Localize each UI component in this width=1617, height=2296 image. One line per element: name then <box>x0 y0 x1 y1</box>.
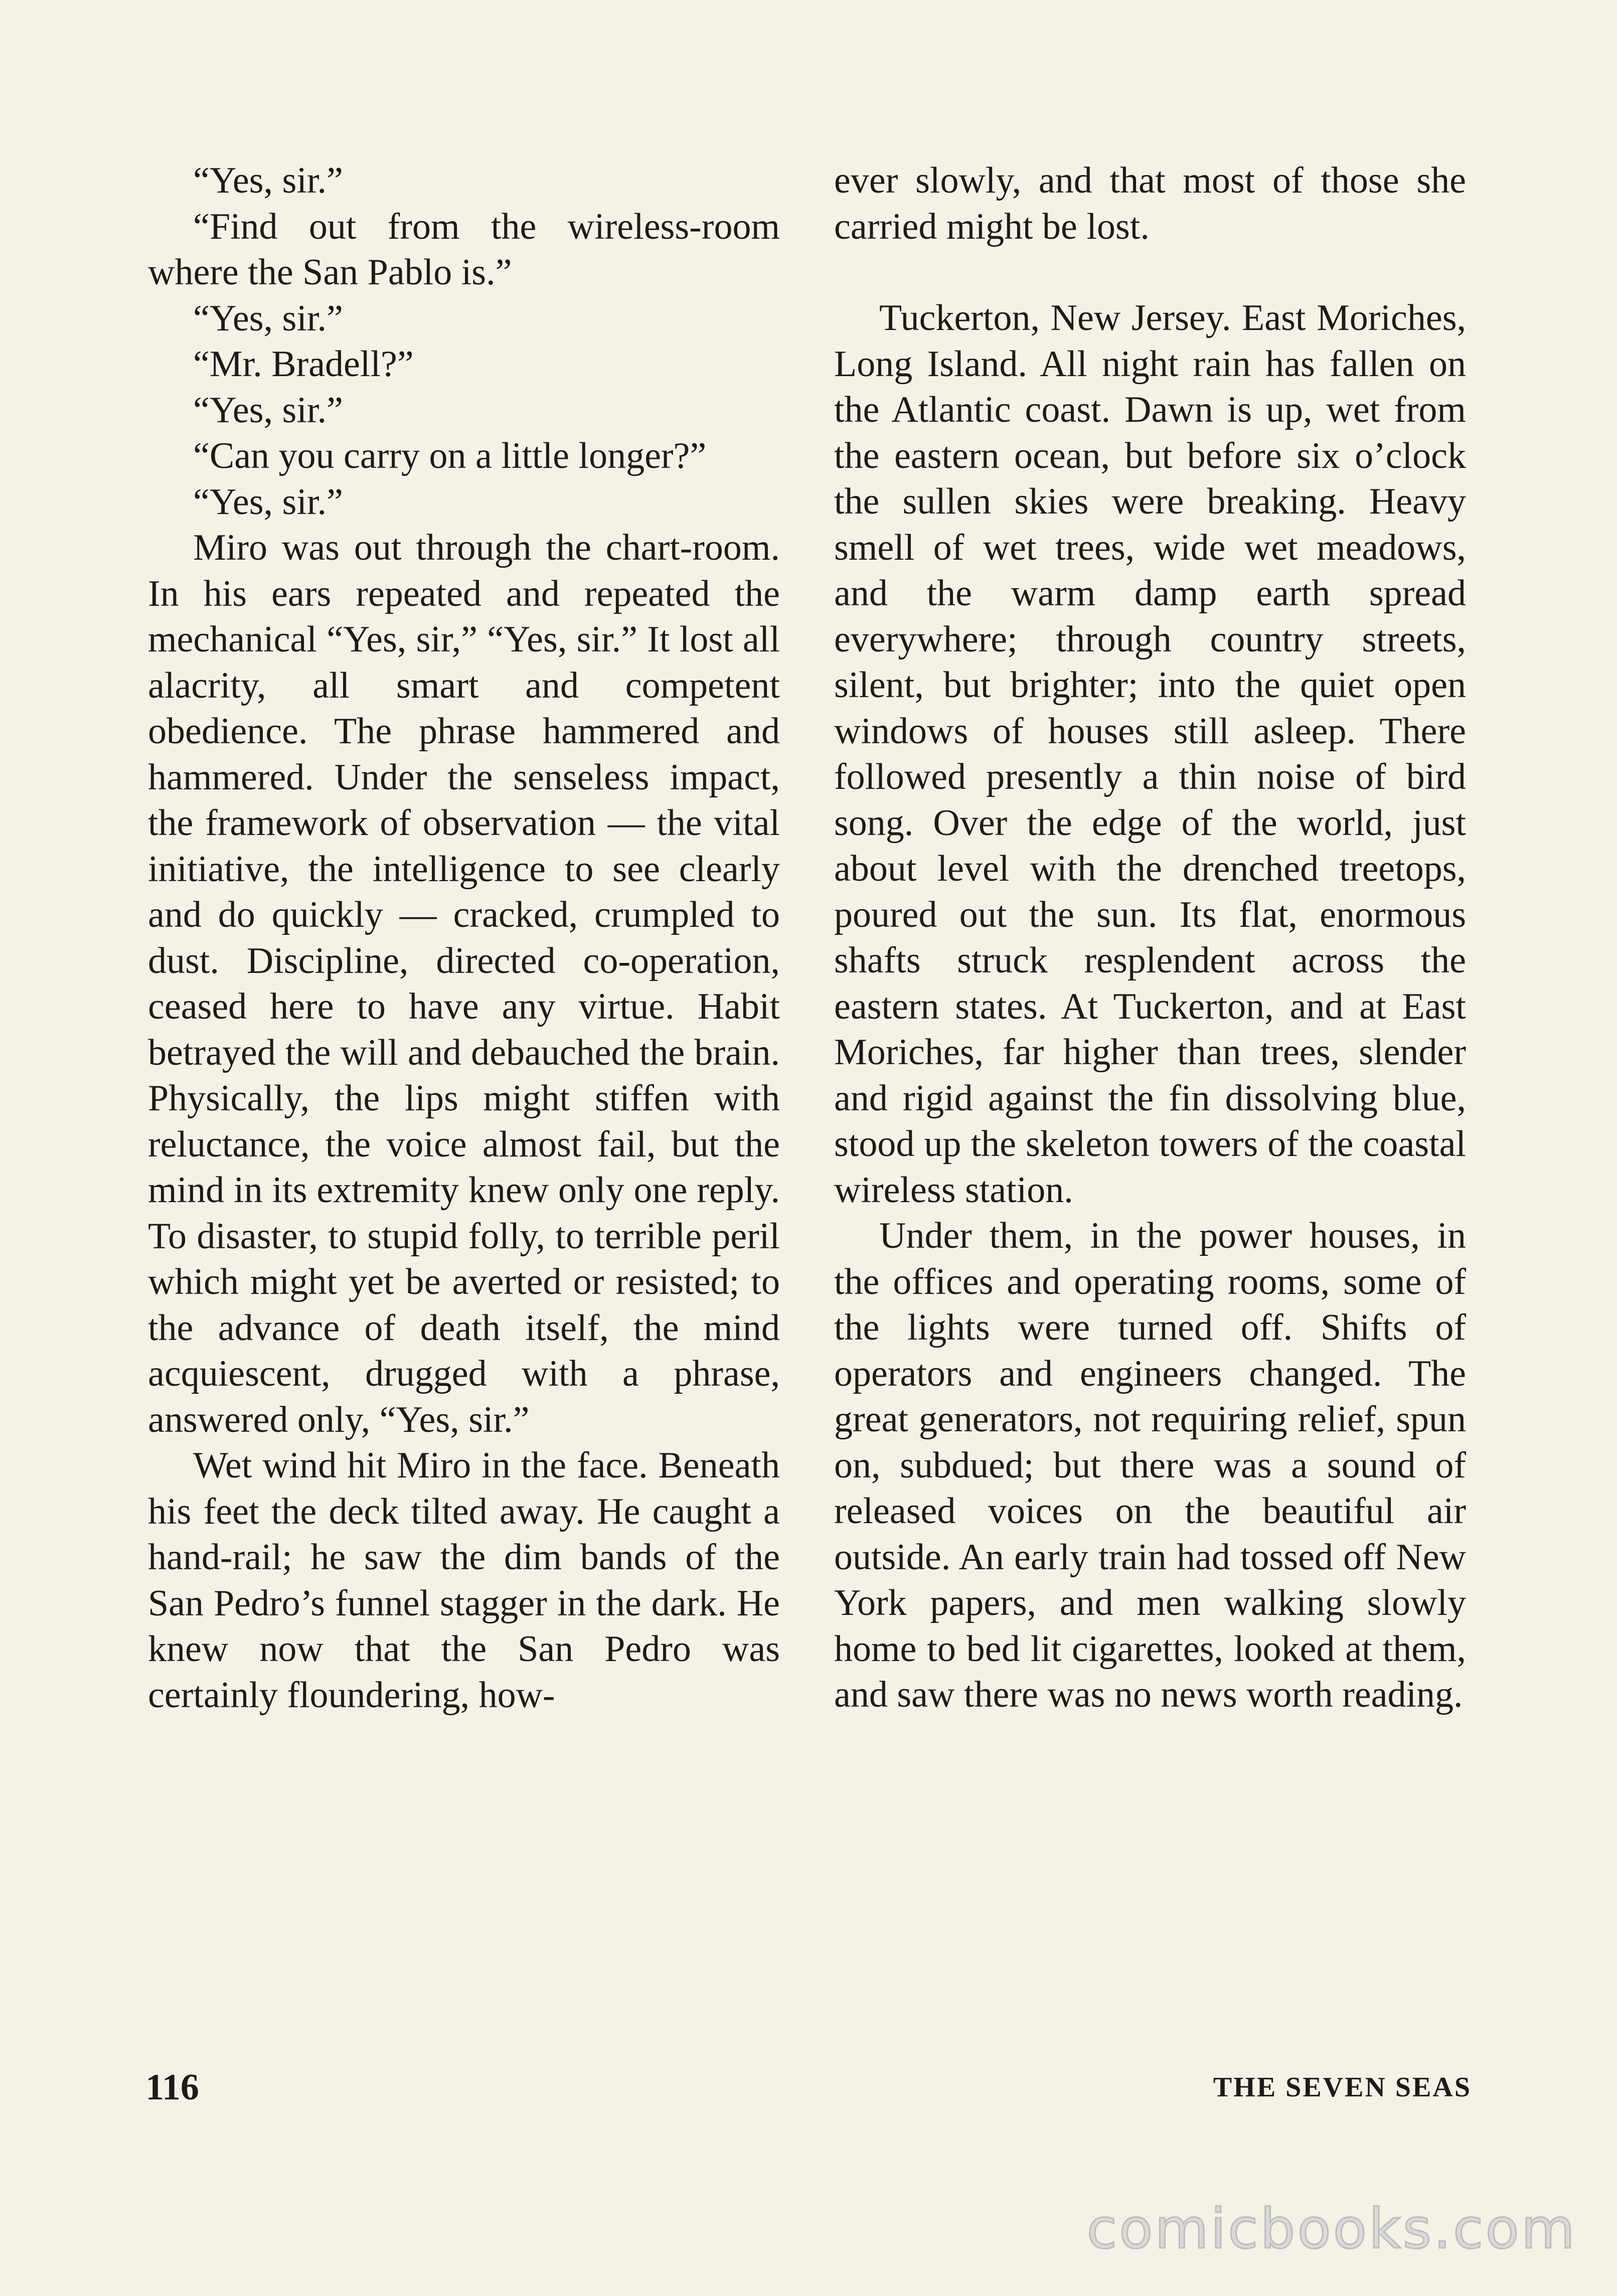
paragraph: “Yes, sir.” <box>193 160 343 201</box>
paragraph: “Can you carry on a little longer?” <box>193 435 707 476</box>
paragraph: “Yes, sir.” <box>193 481 343 523</box>
paragraph-continued: ever slowly, and that most of those she carried might be lost. <box>834 160 1466 247</box>
paragraph: Miro was out through the chart-room. In his ears repeated and repeated the mechanical “Yes, sir,” “Yes, sir.” It lost all alacrity, all smart and competent obedience. The phrase hammered and hammered. Under the senseless impact, the framework of observation — the vital initiative, the intelligence to see clearly and do quickly — cracked, crumpled to dust. Discipline, directed co-operation, ceased here to have any virtue. Habit betrayed the will and debauched the brain. Physically, the lips might stiffen with reluctance, the voice almost fail, but the mind in its extremity knew only one reply. To disaster, to stupid folly, to terrible peril which might yet be averted or resisted; to the advance of death itself, the mind acquiescent, drugged with a phrase, answered only, “Yes, sir.” <box>148 527 780 1440</box>
paragraph: “Mr. Bradell?” <box>193 344 414 385</box>
paragraph: Under them, in the power houses, in the offices and operating rooms, some of the lights were turned off. Shifts of operators and engineers changed. The great generators, not requiring relief, spun on, subdued; but there was a sound of released voices on the beautiful air outside. An early train had tossed off New York papers, and men walking slowly home to bed lit cigarettes, looked at them, and saw there was no news worth reading. <box>834 1215 1466 1715</box>
watermark: comicbooks.com <box>1086 2197 1577 2261</box>
left-text-column <box>148 158 780 1718</box>
paragraph: “Find out from the wireless-room where the San Pablo is.” <box>148 206 780 293</box>
paragraph: “Yes, sir.” <box>193 297 343 339</box>
right-text-column <box>834 158 1466 1718</box>
paragraph: “Yes, sir.” <box>193 389 343 431</box>
page-number: 116 <box>145 2067 199 2108</box>
running-title: THE SEVEN SEAS <box>1213 2072 1472 2103</box>
paragraph: Tuckerton, New Jersey. East Moriches, Long Island. All night rain has fallen on the Atlantic coast. Dawn is up, wet from the eastern ocean, but before six o’clock the sullen skies were breaking. Heavy smell of wet trees, wide wet meadows, and the warm damp earth spread everywhere; through country streets, silent, but brighter; into the quiet open windows of houses still asleep. There followed presently a thin noise of bird song. Over the edge of the world, just about level with the drenched treetops, poured out the sun. Its flat, enormous shafts struck resplendent across the eastern states. At Tuckerton, and at East Moriches, far higher than trees, slender and rigid against the fin dissolving blue, stood up the skeleton towers of the coastal wireless station. <box>834 297 1466 1211</box>
paragraph: Wet wind hit Miro in the face. Beneath his feet the deck tilted away. He caught a hand-rail; he saw the dim bands of the San Pedro’s funnel stagger in the dark. He knew now that the San Pedro was certainly floundering, how- <box>148 1445 780 1716</box>
